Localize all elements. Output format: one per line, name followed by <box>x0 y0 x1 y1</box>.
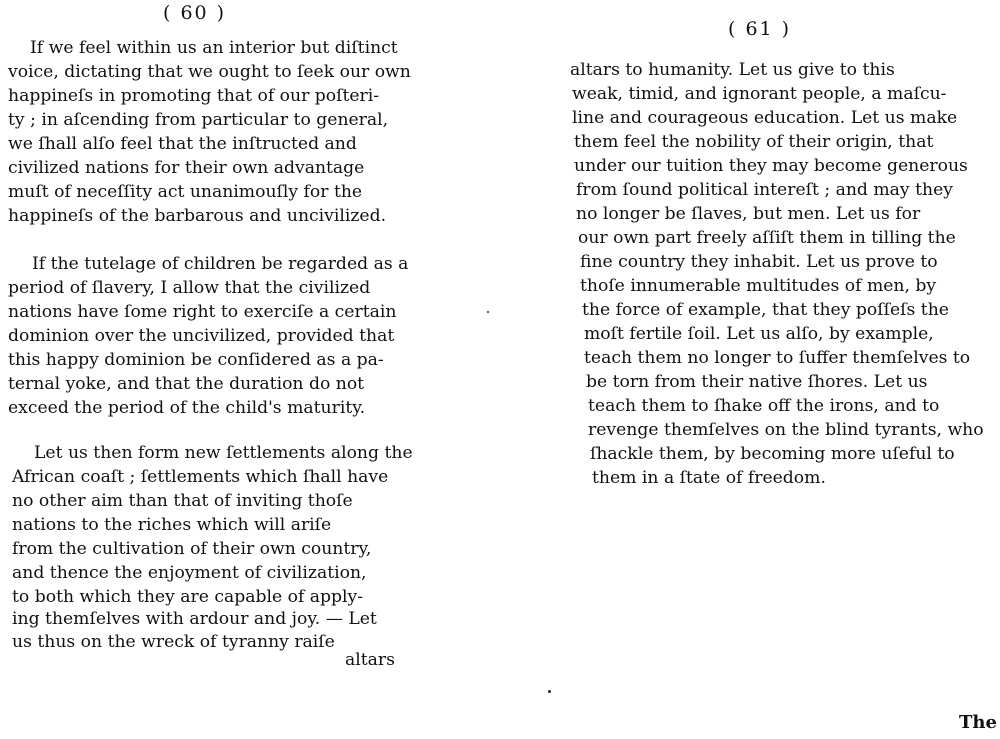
left-line-3: happineſs in promoting that of our poſteri- <box>8 86 380 106</box>
right-page <box>560 0 1000 739</box>
right-line-18: them in a ſtate of freedom. <box>592 468 826 488</box>
left-line-23: ing themſelves with ardour and joy. — Let <box>12 609 377 629</box>
right-line-14: be torn from their native ſhores. Let us <box>586 372 928 392</box>
right-line-11: the force of example, that they poſſeſs the <box>582 300 949 320</box>
left-line-15: exceed the period of the child's maturity. <box>8 398 366 418</box>
left-line-8: happineſs of the barbarous and uncivilized. <box>8 206 387 226</box>
left-line-12: dominion over the uncivilized, provided that <box>8 326 395 346</box>
left-line-24: us thus on the wreck of tyranny raiſe <box>12 632 335 652</box>
right-line-15: teach them to ſhake off the irons, and to <box>588 396 940 416</box>
left-line-11: nations have ſome right to exerciſe a certain <box>8 302 397 322</box>
left-line-2: voice, dictating that we ought to ſeek our own <box>8 62 411 82</box>
paper-speck <box>487 311 489 313</box>
left-line-6: civilized nations for their own advantage <box>8 158 365 178</box>
left-line-14: ternal yoke, and that the duration do not <box>8 374 365 394</box>
left-line-18: no other aim than that of inviting thoſe <box>12 491 353 511</box>
right-line-12: moſt fertile ſoil. Let us alſo, by example, <box>584 324 934 344</box>
left-line-1: If we feel within us an interior but diſtinct <box>30 38 398 58</box>
left-page-number: ( 60 ) <box>163 2 227 24</box>
right-line-4: them feel the nobility of their origin, that <box>574 132 934 152</box>
left-line-4: ty ; in aſcending from particular to general, <box>8 110 389 130</box>
left-line-7: muſt of neceſſity act unanimouſly for the <box>8 182 363 202</box>
right-line-6: from ſound political intereſt ; and may they <box>576 180 953 200</box>
right-line-7: no longer be ſlaves, but men. Let us for <box>576 204 921 224</box>
left-line-19: nations to the riches which will ariſe <box>12 515 332 535</box>
right-line-1: altars to humanity. Let us give to this <box>570 60 895 80</box>
right-line-10: thoſe innumerable multitudes of men, by <box>580 276 937 296</box>
right-line-16: revenge themſelves on the blind tyrants, who <box>588 420 984 440</box>
right-line-9: fine country they inhabit. Let us prove to <box>580 252 938 272</box>
left-line-13: this happy dominion be conſidered as a pa- <box>8 350 384 370</box>
left-line-21: and thence the enjoyment of civilization, <box>12 563 367 583</box>
left-line-10: period of ſlavery, I allow that the civilized <box>8 278 371 298</box>
right-line-8: our own part freely aſſiſt them in tilling the <box>578 228 956 248</box>
left-line-5: we ſhall alſo feel that the inſtructed and <box>8 134 357 154</box>
left-line-16: Let us then form new ſettlements along the <box>34 443 413 463</box>
left-line-22: to both which they are capable of apply- <box>12 587 364 607</box>
right-line-3: line and courageous education. Let us make <box>572 108 958 128</box>
right-catchword: The <box>959 712 997 733</box>
right-line-2: weak, timid, and ignorant people, a maſcu- <box>572 84 947 104</box>
right-page-number: ( 61 ) <box>728 18 792 40</box>
left-line-20: from the cultivation of their own country, <box>12 539 372 559</box>
left-catchword: altars <box>345 650 395 670</box>
left-line-17: African coaſt ; ſettlements which ſhall have <box>12 467 389 487</box>
left-line-9: If the tutelage of children be regarded as a <box>32 254 409 274</box>
paper-speck <box>548 690 551 693</box>
right-line-5: under our tuition they may become generous <box>574 156 968 176</box>
right-line-17: ſhackle them, by becoming more uſeful to <box>590 444 955 464</box>
left-page <box>0 0 470 739</box>
right-line-13: teach them no longer to ſuffer themſelves to <box>584 348 971 368</box>
